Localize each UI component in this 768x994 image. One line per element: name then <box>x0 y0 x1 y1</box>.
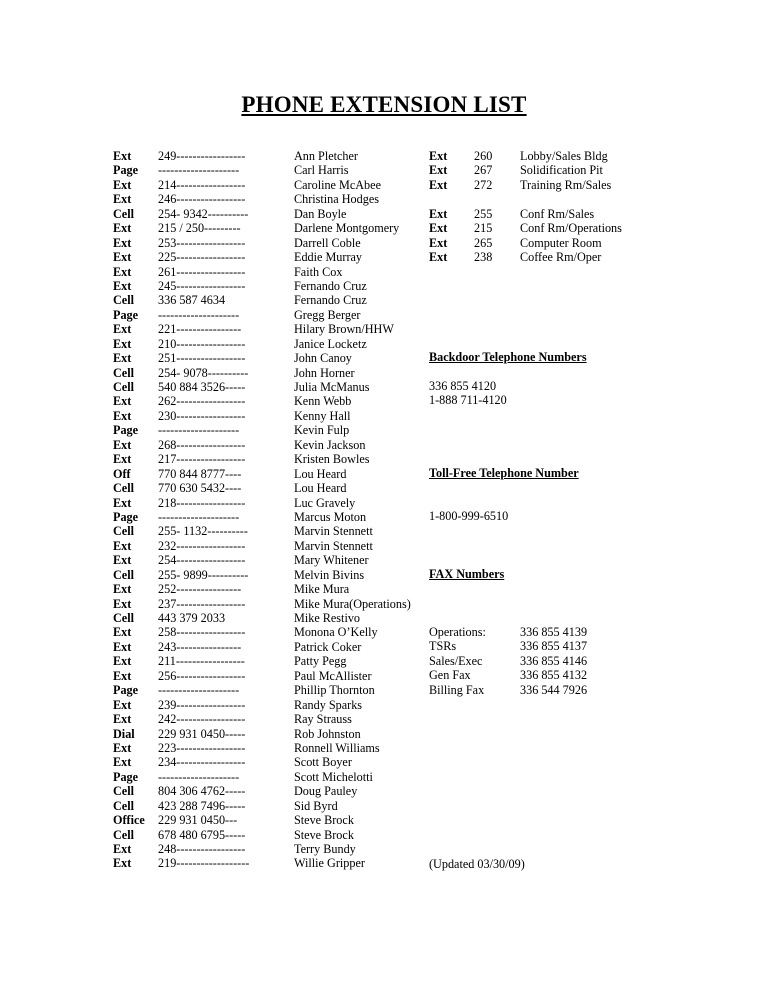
directory-row <box>113 524 434 538</box>
contact-name: Doug Pauley <box>294 784 358 799</box>
phone-number: 770 630 5432---- <box>158 481 242 496</box>
phone-number: 214----------------- <box>158 177 246 192</box>
line-type: Ext <box>113 582 132 597</box>
location-row <box>429 149 660 163</box>
contact-name: Darrell Coble <box>294 235 361 250</box>
phone-number: 540 884 3526----- <box>158 380 246 394</box>
fax-label: Sales/Exec <box>429 653 483 668</box>
phone-number: 218----------------- <box>158 495 246 510</box>
directory-row <box>113 727 434 741</box>
directory-row <box>113 683 434 697</box>
fax-row <box>429 639 587 653</box>
contact-name: Marvin Stennett <box>294 524 373 539</box>
line-type: Ext <box>113 654 132 669</box>
contact-name: Julia McManus <box>294 380 370 394</box>
contact-name: Steve Brock <box>294 827 354 842</box>
contact-name: Terry Bundy <box>294 842 356 856</box>
directory-row <box>113 178 434 192</box>
line-type: Ext <box>113 495 132 510</box>
contact-name: Luc Gravely <box>294 495 356 510</box>
directory-row <box>113 582 434 596</box>
location-row <box>429 236 660 250</box>
location-extensions <box>429 149 660 265</box>
line-type: Ext <box>429 235 448 250</box>
phone-number: 252---------------- <box>158 582 242 597</box>
line-type: Ext <box>113 221 132 236</box>
contact-name: Carl Harris <box>294 163 349 178</box>
directory-row <box>113 640 434 654</box>
fax-row <box>429 668 587 682</box>
directory-row <box>113 207 434 221</box>
line-type: Page <box>113 509 139 524</box>
contact-name: Sid Byrd <box>294 798 338 813</box>
directory-row <box>113 597 434 611</box>
line-type: Cell <box>113 798 134 813</box>
directory-row <box>113 293 434 307</box>
fax-number: 336 855 4139 <box>520 624 588 639</box>
directory-row <box>113 409 434 423</box>
line-type: Ext <box>113 235 132 250</box>
phone-number: 210----------------- <box>158 336 246 351</box>
phone-number: 249----------------- <box>158 149 246 163</box>
line-type: Off <box>113 466 131 481</box>
location-row <box>429 163 660 177</box>
phone-number: -------------------- <box>158 163 240 178</box>
fax-label: Gen Fax <box>429 668 471 683</box>
line-type: Ext <box>113 639 132 654</box>
updated-note-wrap <box>429 857 525 871</box>
directory-row <box>113 337 434 351</box>
line-type: Cell <box>113 380 134 394</box>
line-type: Page <box>113 307 139 322</box>
contact-name: Ronnell Williams <box>294 740 380 755</box>
phone-number: 229 931 0450----- <box>158 726 246 741</box>
contact-name: John Canoy <box>294 351 352 366</box>
line-type: Ext <box>429 206 448 221</box>
fax-row <box>429 625 587 639</box>
directory-row <box>113 856 434 870</box>
directory-row <box>113 669 434 683</box>
directory-row <box>113 828 434 842</box>
phone-number: 261----------------- <box>158 264 246 279</box>
line-type: Ext <box>113 538 132 553</box>
fax-heading: FAX Numbers <box>429 567 505 581</box>
extension-number: 255 <box>474 206 493 221</box>
contact-name: Eddie Murray <box>294 250 363 265</box>
line-type: Ext <box>113 250 132 265</box>
backdoor-section <box>429 350 587 408</box>
location-name: Solidification Pit <box>520 163 603 178</box>
line-type: Ext <box>113 322 132 337</box>
backdoor-number: 1-888 711-4120 <box>429 393 507 408</box>
directory-row <box>113 553 434 567</box>
line-type: Ext <box>113 437 132 452</box>
directory-row <box>113 366 434 380</box>
line-type: Ext <box>429 177 448 192</box>
fax-number: 336 855 4132 <box>520 668 588 683</box>
location-name: Conf Rm/Operations <box>520 221 622 236</box>
phone-number: 254- 9342---------- <box>158 206 249 221</box>
phone-number: 336 587 4634 <box>158 293 226 308</box>
location-name: Coffee Rm/Oper <box>520 250 602 265</box>
contact-name: Patty Pegg <box>294 654 347 669</box>
contact-name: John Horner <box>294 365 355 380</box>
contact-name: Randy Sparks <box>294 697 363 712</box>
fax-row <box>429 683 587 697</box>
line-type: Ext <box>113 278 132 293</box>
contact-name: Kevin Jackson <box>294 437 366 452</box>
directory-row <box>113 394 434 408</box>
line-type: Ext <box>429 250 448 265</box>
extension-number: 265 <box>474 235 493 250</box>
phone-number: 254- 9078---------- <box>158 365 249 380</box>
directory-row <box>113 496 434 510</box>
phone-number: 443 379 2033 <box>158 611 226 625</box>
directory-row <box>113 799 434 813</box>
directory-row <box>113 842 434 856</box>
phone-number: 223----------------- <box>158 740 246 755</box>
phone-number: 215 / 250--------- <box>158 221 241 236</box>
phone-number: 242----------------- <box>158 712 246 727</box>
directory-row <box>113 351 434 365</box>
line-type: Ext <box>113 668 132 683</box>
line-type: Ext <box>113 452 132 467</box>
directory-row <box>113 741 434 755</box>
phone-number: 229 931 0450--- <box>158 813 238 828</box>
phone-number: 221---------------- <box>158 322 242 337</box>
contact-name: Christina Hodges <box>294 192 379 207</box>
extension-number: 267 <box>474 163 493 178</box>
contact-name: Lou Heard <box>294 481 347 496</box>
fax-number: 336 855 4146 <box>520 653 588 668</box>
phone-number: 256----------------- <box>158 668 246 683</box>
contact-name: Mary Whitener <box>294 553 369 568</box>
phone-number: -------------------- <box>158 509 240 524</box>
location-name: Lobby/Sales Bldg <box>520 149 608 163</box>
line-type: Ext <box>113 336 132 351</box>
tollfree-section <box>429 466 579 524</box>
directory-row <box>113 813 434 827</box>
line-type: Cell <box>113 524 134 539</box>
directory-row <box>113 770 434 784</box>
tollfree-heading: Toll-Free Telephone Number <box>429 466 579 480</box>
line-type: Ext <box>113 697 132 712</box>
fax-row <box>429 654 587 668</box>
line-type: Ext <box>113 351 132 366</box>
line-type: Ext <box>113 192 132 207</box>
contact-name: Kenny Hall <box>294 408 351 423</box>
contact-name: Willie Gripper <box>294 856 365 871</box>
line-type: Ext <box>113 625 132 640</box>
contact-name: Patrick Coker <box>294 639 362 654</box>
contact-name: Marcus Moton <box>294 509 367 524</box>
contact-name: Mike Restivo <box>294 611 361 625</box>
directory-row <box>113 467 434 481</box>
phone-number: 217----------------- <box>158 452 246 467</box>
fax-label: Operations: <box>429 624 486 639</box>
tollfree-number: 1-800-999-6510 <box>429 509 509 524</box>
phone-number: 423 288 7496----- <box>158 798 246 813</box>
phone-number: 230----------------- <box>158 408 246 423</box>
line-type: Ext <box>113 740 132 755</box>
contact-name: Dan Boyle <box>294 206 347 221</box>
phone-number: -------------------- <box>158 769 240 784</box>
line-type: Ext <box>113 842 132 856</box>
phone-number: 804 306 4762----- <box>158 784 246 799</box>
backdoor-heading: Backdoor Telephone Numbers <box>429 350 587 364</box>
contact-name: Lou Heard <box>294 466 347 481</box>
fax-label: Billing Fax <box>429 682 485 697</box>
line-type: Page <box>113 683 139 698</box>
line-type: Ext <box>113 755 132 770</box>
updated-note: (Updated 03/30/09) <box>429 857 525 871</box>
directory-row <box>113 322 434 336</box>
contact-name: Melvin Bivins <box>294 567 365 582</box>
extension-number: 272 <box>474 177 493 192</box>
line-type: Cell <box>113 567 134 582</box>
extension-number: 238 <box>474 250 493 265</box>
contact-name: Faith Cox <box>294 264 343 279</box>
contact-name: Darlene Montgomery <box>294 221 400 236</box>
contact-name: Caroline McAbee <box>294 177 381 192</box>
directory-row <box>113 265 434 279</box>
line-type: Ext <box>429 149 448 163</box>
phone-number: 253----------------- <box>158 235 246 250</box>
directory-row <box>113 308 434 322</box>
contact-name: Mike Mura <box>294 582 350 597</box>
location-name: Conf Rm/Sales <box>520 206 595 221</box>
phone-number: -------------------- <box>158 307 240 322</box>
line-type: Ext <box>113 596 132 611</box>
line-type: Cell <box>113 206 134 221</box>
phone-number: 243---------------- <box>158 639 242 654</box>
contact-name: Monona O’Kelly <box>294 625 378 640</box>
contact-name: Mike Mura(Operations) <box>294 596 411 611</box>
line-type: Page <box>113 423 139 438</box>
line-type: Ext <box>113 394 132 409</box>
phone-number: 237----------------- <box>158 596 246 611</box>
line-type: Page <box>113 163 139 178</box>
line-type: Ext <box>113 177 132 192</box>
phone-number: 211----------------- <box>158 654 245 669</box>
phone-number: 254----------------- <box>158 553 246 568</box>
extension-number: 215 <box>474 221 493 236</box>
location-name: Training Rm/Sales <box>520 177 612 192</box>
phone-number: 245----------------- <box>158 278 246 293</box>
contact-name: Ray Strauss <box>294 712 352 727</box>
line-type: Cell <box>113 481 134 496</box>
phone-number: 225----------------- <box>158 250 246 265</box>
directory-row <box>113 279 434 293</box>
contact-name: Kristen Bowles <box>294 452 370 467</box>
line-type: Ext <box>113 149 132 163</box>
location-row <box>429 207 660 221</box>
page-title: PHONE EXTENSION LIST <box>241 92 527 117</box>
line-type: Cell <box>113 784 134 799</box>
directory-row <box>113 452 434 466</box>
phone-number: 268----------------- <box>158 437 246 452</box>
contact-name: Hilary Brown/HHW <box>294 322 394 337</box>
directory-row <box>113 784 434 798</box>
line-type: Ext <box>113 408 132 423</box>
contact-name: Phillip Thornton <box>294 683 375 698</box>
contact-name: Scott Michelotti <box>294 769 373 784</box>
phone-number: 239----------------- <box>158 697 246 712</box>
directory-row <box>113 539 434 553</box>
phone-number: 219------------------ <box>158 856 250 871</box>
phone-number: 770 844 8777---- <box>158 466 242 481</box>
phone-number: 255- 1132---------- <box>158 524 248 539</box>
line-type: Cell <box>113 365 134 380</box>
location-row <box>429 221 660 235</box>
directory-row <box>113 654 434 668</box>
location-name: Computer Room <box>520 235 602 250</box>
contact-name: Gregg Berger <box>294 307 361 322</box>
phone-number: 255- 9899---------- <box>158 567 249 582</box>
phone-number: 246----------------- <box>158 192 246 207</box>
phone-number: 248----------------- <box>158 842 246 856</box>
fax-section <box>429 567 587 697</box>
line-type: Ext <box>429 163 448 178</box>
fax-number: 336 855 4137 <box>520 639 588 654</box>
extension-number: 260 <box>474 149 493 163</box>
directory-row <box>113 163 434 177</box>
contact-name: Scott Boyer <box>294 755 352 770</box>
phone-number: 262----------------- <box>158 394 246 409</box>
contact-name: Ann Pletcher <box>294 149 358 163</box>
contact-name: Fernando Cruz <box>294 293 367 308</box>
directory-row <box>113 380 434 394</box>
directory-row <box>113 481 434 495</box>
line-type: Cell <box>113 293 134 308</box>
line-type: Cell <box>113 827 134 842</box>
fax-number: 336 544 7926 <box>520 682 588 697</box>
phone-number: 258----------------- <box>158 625 246 640</box>
line-type: Office <box>113 813 145 828</box>
directory-row <box>113 755 434 769</box>
contact-name: Fernando Cruz <box>294 278 367 293</box>
contact-name: Paul McAllister <box>294 668 372 683</box>
location-row <box>429 250 660 264</box>
line-type: Ext <box>113 856 132 871</box>
directory-row <box>113 568 434 582</box>
contact-name: Kevin Fulp <box>294 423 350 438</box>
directory-table <box>113 149 434 871</box>
phone-number: 251----------------- <box>158 351 246 366</box>
line-type: Ext <box>429 221 448 236</box>
contact-name: Kenn Webb <box>294 394 352 409</box>
directory-row <box>113 149 434 163</box>
line-type: Page <box>113 769 139 784</box>
line-type: Dial <box>113 726 135 741</box>
contact-name: Steve Brock <box>294 813 354 828</box>
directory-row <box>113 423 434 437</box>
directory-row <box>113 611 434 625</box>
line-type: Ext <box>113 712 132 727</box>
contact-name: Rob Johnston <box>294 726 361 741</box>
directory-row <box>113 698 434 712</box>
directory-row <box>113 221 434 235</box>
directory-row <box>113 625 434 639</box>
contact-name: Janice Locketz <box>294 336 367 351</box>
fax-label: TSRs <box>429 639 457 654</box>
line-type: Ext <box>113 553 132 568</box>
phone-number: 234----------------- <box>158 755 246 770</box>
phone-number: -------------------- <box>158 423 240 438</box>
line-type: Ext <box>113 264 132 279</box>
directory-row <box>113 510 434 524</box>
directory-row <box>113 438 434 452</box>
phone-number: 678 480 6795----- <box>158 827 246 842</box>
directory-row <box>113 192 434 206</box>
directory-row <box>113 236 434 250</box>
backdoor-number: 336 855 4120 <box>429 378 497 393</box>
location-row <box>429 178 660 192</box>
line-type: Cell <box>113 611 134 625</box>
phone-number: -------------------- <box>158 683 240 698</box>
directory-row <box>113 250 434 264</box>
contact-name: Marvin Stennett <box>294 538 373 553</box>
directory-row <box>113 712 434 726</box>
phone-number: 232----------------- <box>158 538 246 553</box>
